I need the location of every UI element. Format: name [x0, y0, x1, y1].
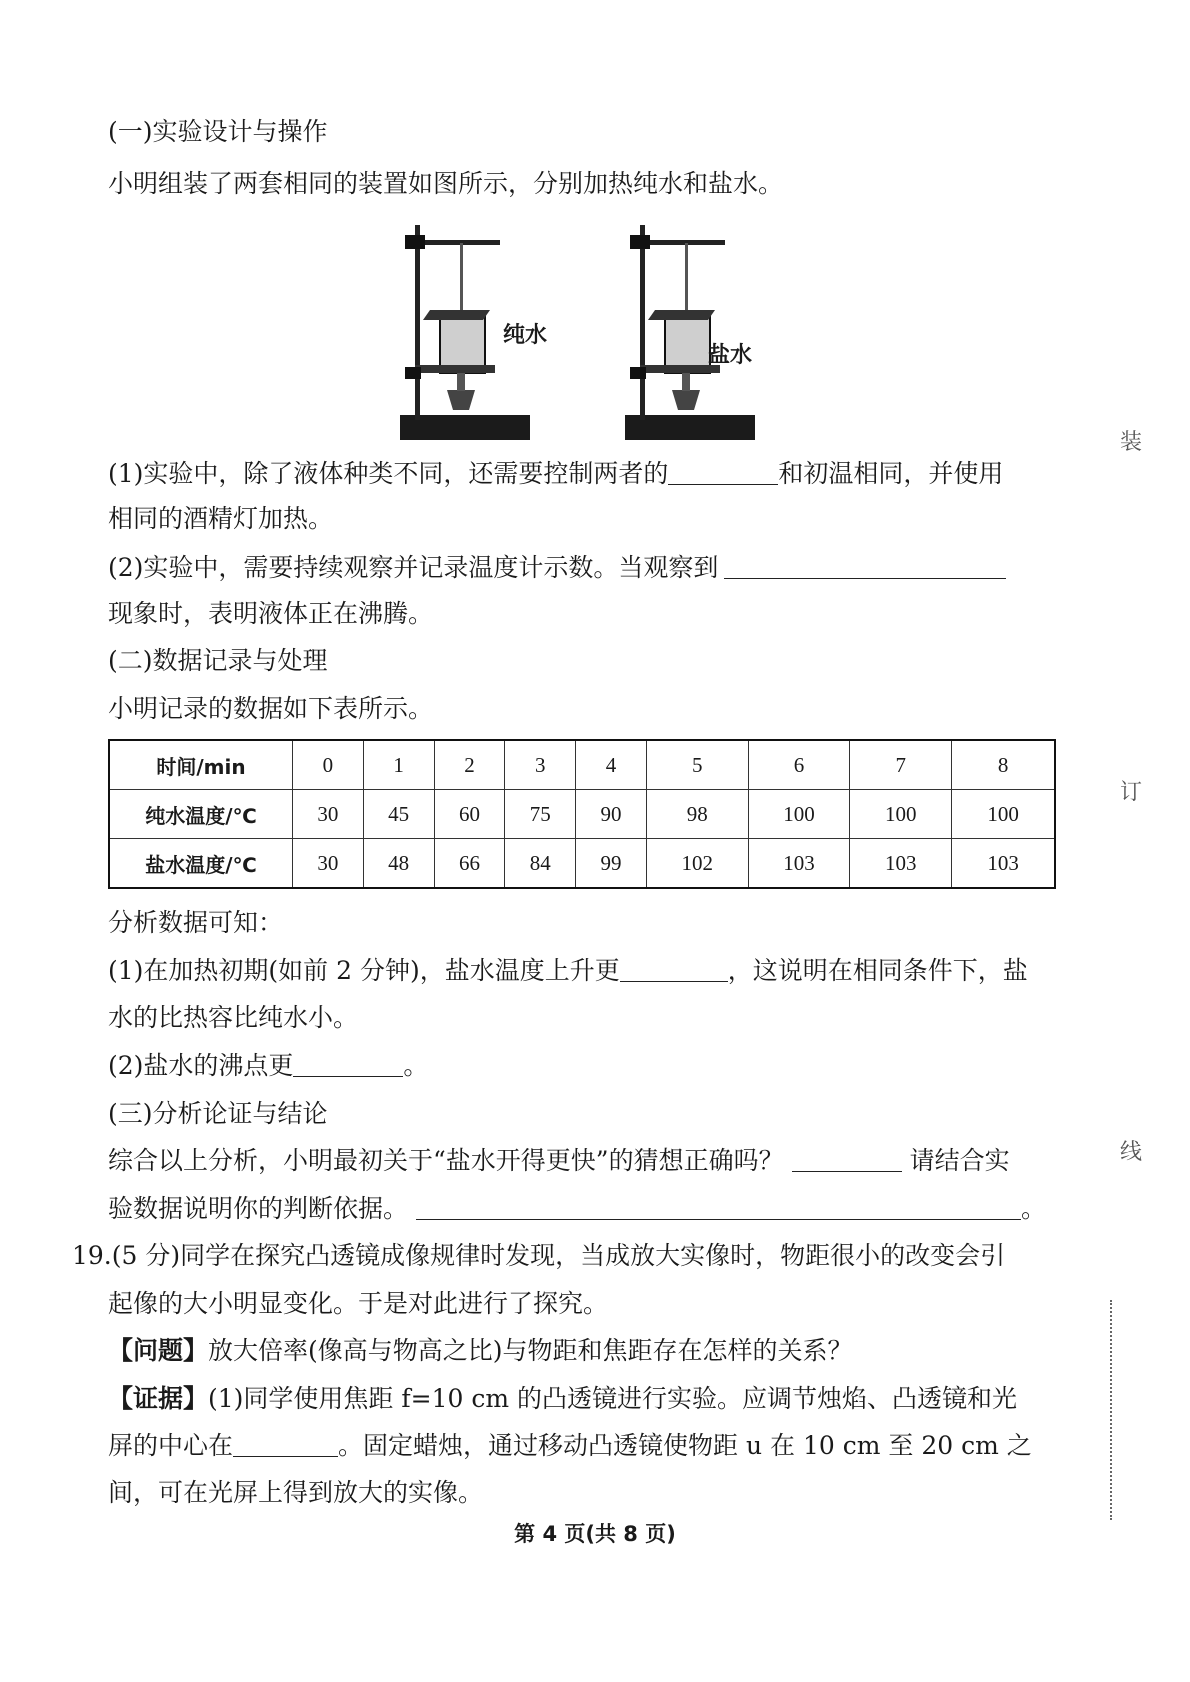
table-intro: 小明记录的数据如下表所示。: [108, 694, 434, 723]
table-cell: 时间/min: [109, 740, 293, 790]
question-1: [108, 458, 1003, 490]
analysis-1: [108, 955, 1028, 987]
binding-margin-char: 订: [1120, 780, 1143, 805]
problem-tag: 【问题】: [108, 1336, 209, 1365]
conclusion-end: 。: [1021, 1194, 1047, 1223]
table-cell: 盐水温度/℃: [109, 839, 293, 889]
analysis-intro: 分析数据可知：: [108, 908, 284, 937]
q1-text-after: 和初温相同，并使用: [778, 459, 1004, 488]
evidence-line2: [108, 1430, 1032, 1462]
a2-text-after: 。: [403, 1051, 429, 1080]
analysis-1-cont: 水的比热容比纯水小。: [108, 1003, 359, 1032]
beaker: [440, 313, 485, 373]
evidence-tag: 【证据】: [108, 1384, 209, 1413]
table-cell: 100: [850, 790, 952, 839]
analysis-2: [108, 1050, 428, 1082]
wire-gauze: [415, 365, 495, 373]
table-cell: 45: [363, 790, 434, 839]
cover-plate: [648, 310, 715, 320]
binding-margin-char: 线: [1120, 1140, 1143, 1165]
table-cell: 103: [850, 839, 952, 889]
beaker: [665, 313, 710, 373]
table-cell: 75: [505, 790, 576, 839]
table-row: [109, 839, 1055, 889]
answer-blank-evidence[interactable]: [233, 1430, 338, 1457]
question-2-cont: 现象时，表明液体正在沸腾。: [108, 599, 434, 628]
answer-blank-reason[interactable]: [416, 1193, 1021, 1220]
table-cell: 2: [434, 740, 505, 790]
table-cell: 66: [434, 839, 505, 889]
table-cell: 1: [363, 740, 434, 790]
page-footer: 第 4 页(共 8 页): [514, 1522, 676, 1546]
a1-text-after: ，这说明在相同条件下，盐: [727, 956, 1028, 985]
section2-title: (二)数据记录与处理: [108, 646, 328, 675]
cover-plate: [423, 310, 490, 320]
data-table: [108, 739, 1056, 889]
evidence-line2-pre: 屏的中心在: [108, 1431, 234, 1460]
conclusion-cont: [108, 1193, 1046, 1225]
table-cell: 103: [748, 839, 850, 889]
label-pure-water: 纯水: [503, 323, 548, 348]
conclusion-cont-text: 验数据说明你的判断依据。: [108, 1194, 409, 1223]
stand-rod: [640, 225, 645, 420]
table-cell: 98: [646, 790, 748, 839]
table-cell: 30: [293, 839, 364, 889]
table-cell: 84: [505, 839, 576, 889]
table-cell: 8: [952, 740, 1055, 790]
table-cell: 30: [293, 790, 364, 839]
table-cell: 90: [576, 790, 647, 839]
conclusion-text: 综合以上分析，小明最初关于“盐水开得更快”的猜想正确吗？: [108, 1146, 784, 1175]
table-cell: 6: [748, 740, 850, 790]
q1-text: (1)实验中，除了液体种类不同，还需要控制两者的: [108, 459, 669, 488]
evidence-text: (1)同学使用焦距 f=10 cm 的凸透镜进行实验。应调节烛焰、凸透镜和光: [208, 1384, 1017, 1413]
apparatus-figure-salt-water: [620, 215, 770, 445]
q2-text: (2)实验中，需要持续观察并记录温度计示数。当观察到: [108, 553, 719, 582]
table-cell: 纯水温度/℃: [109, 790, 293, 839]
table-cell: 102: [646, 839, 748, 889]
intro-text: 小明组装了两套相同的装置如图所示，分别加热纯水和盐水。: [108, 169, 784, 198]
table-cell: 0: [293, 740, 364, 790]
evidence-line1: [108, 1383, 1017, 1415]
table-cell: 100: [748, 790, 850, 839]
evidence-line2-post: 。固定蜡烛，通过移动凸透镜使物距 u 在 10 cm 至 20 cm 之: [338, 1431, 1032, 1460]
table-cell: 99: [576, 839, 647, 889]
a1-text: (1)在加热初期(如前 2 分钟)，盐水温度上升更: [108, 956, 620, 985]
answer-blank-a1[interactable]: [620, 955, 728, 982]
stand-rod: [415, 225, 420, 420]
table-cell: 100: [952, 790, 1055, 839]
evidence-line3: 间，可在光屏上得到放大的实像。: [108, 1478, 484, 1507]
table-row: [109, 790, 1055, 839]
question-1-cont: 相同的酒精灯加热。: [108, 504, 334, 533]
alcohol-lamp: [447, 390, 475, 410]
problem-line: [108, 1335, 853, 1367]
table-cell: 3: [505, 740, 576, 790]
conclusion-text-after: 请结合实: [909, 1146, 1010, 1175]
a2-text: (2)盐水的沸点更: [108, 1051, 294, 1080]
alcohol-lamp: [672, 390, 700, 410]
table-cell: 60: [434, 790, 505, 839]
section3-title: (三)分析论证与结论: [108, 1099, 328, 1128]
section1-title: (一)实验设计与操作: [108, 117, 328, 146]
answer-blank-a2[interactable]: [293, 1050, 403, 1077]
question-2: [108, 552, 1006, 584]
table-header-row: [109, 740, 1055, 790]
problem-text: 放大倍率(像高与物高之比)与物距和焦距存在怎样的关系？: [208, 1336, 853, 1365]
label-salt-water: 盐水: [708, 343, 753, 368]
binding-dotted-line: [1110, 1300, 1112, 1520]
table-cell: 4: [576, 740, 647, 790]
table-cell: 103: [952, 839, 1055, 889]
answer-blank-q2[interactable]: [724, 552, 1006, 579]
table-cell: 7: [850, 740, 952, 790]
conclusion-question: [108, 1145, 1010, 1177]
binding-margin-char: 装: [1120, 430, 1143, 455]
question-19-line2: 起像的大小明显变化。于是对此进行了探究。: [108, 1289, 609, 1318]
table-cell: 48: [363, 839, 434, 889]
answer-blank-q1[interactable]: [668, 458, 778, 485]
table-cell: 5: [646, 740, 748, 790]
question-19-line1: 19.(5 分)同学在探究凸透镜成像规律时发现，当成放大实像时，物距很小的改变会引: [72, 1241, 1006, 1270]
answer-blank-conclusion[interactable]: [792, 1145, 902, 1172]
